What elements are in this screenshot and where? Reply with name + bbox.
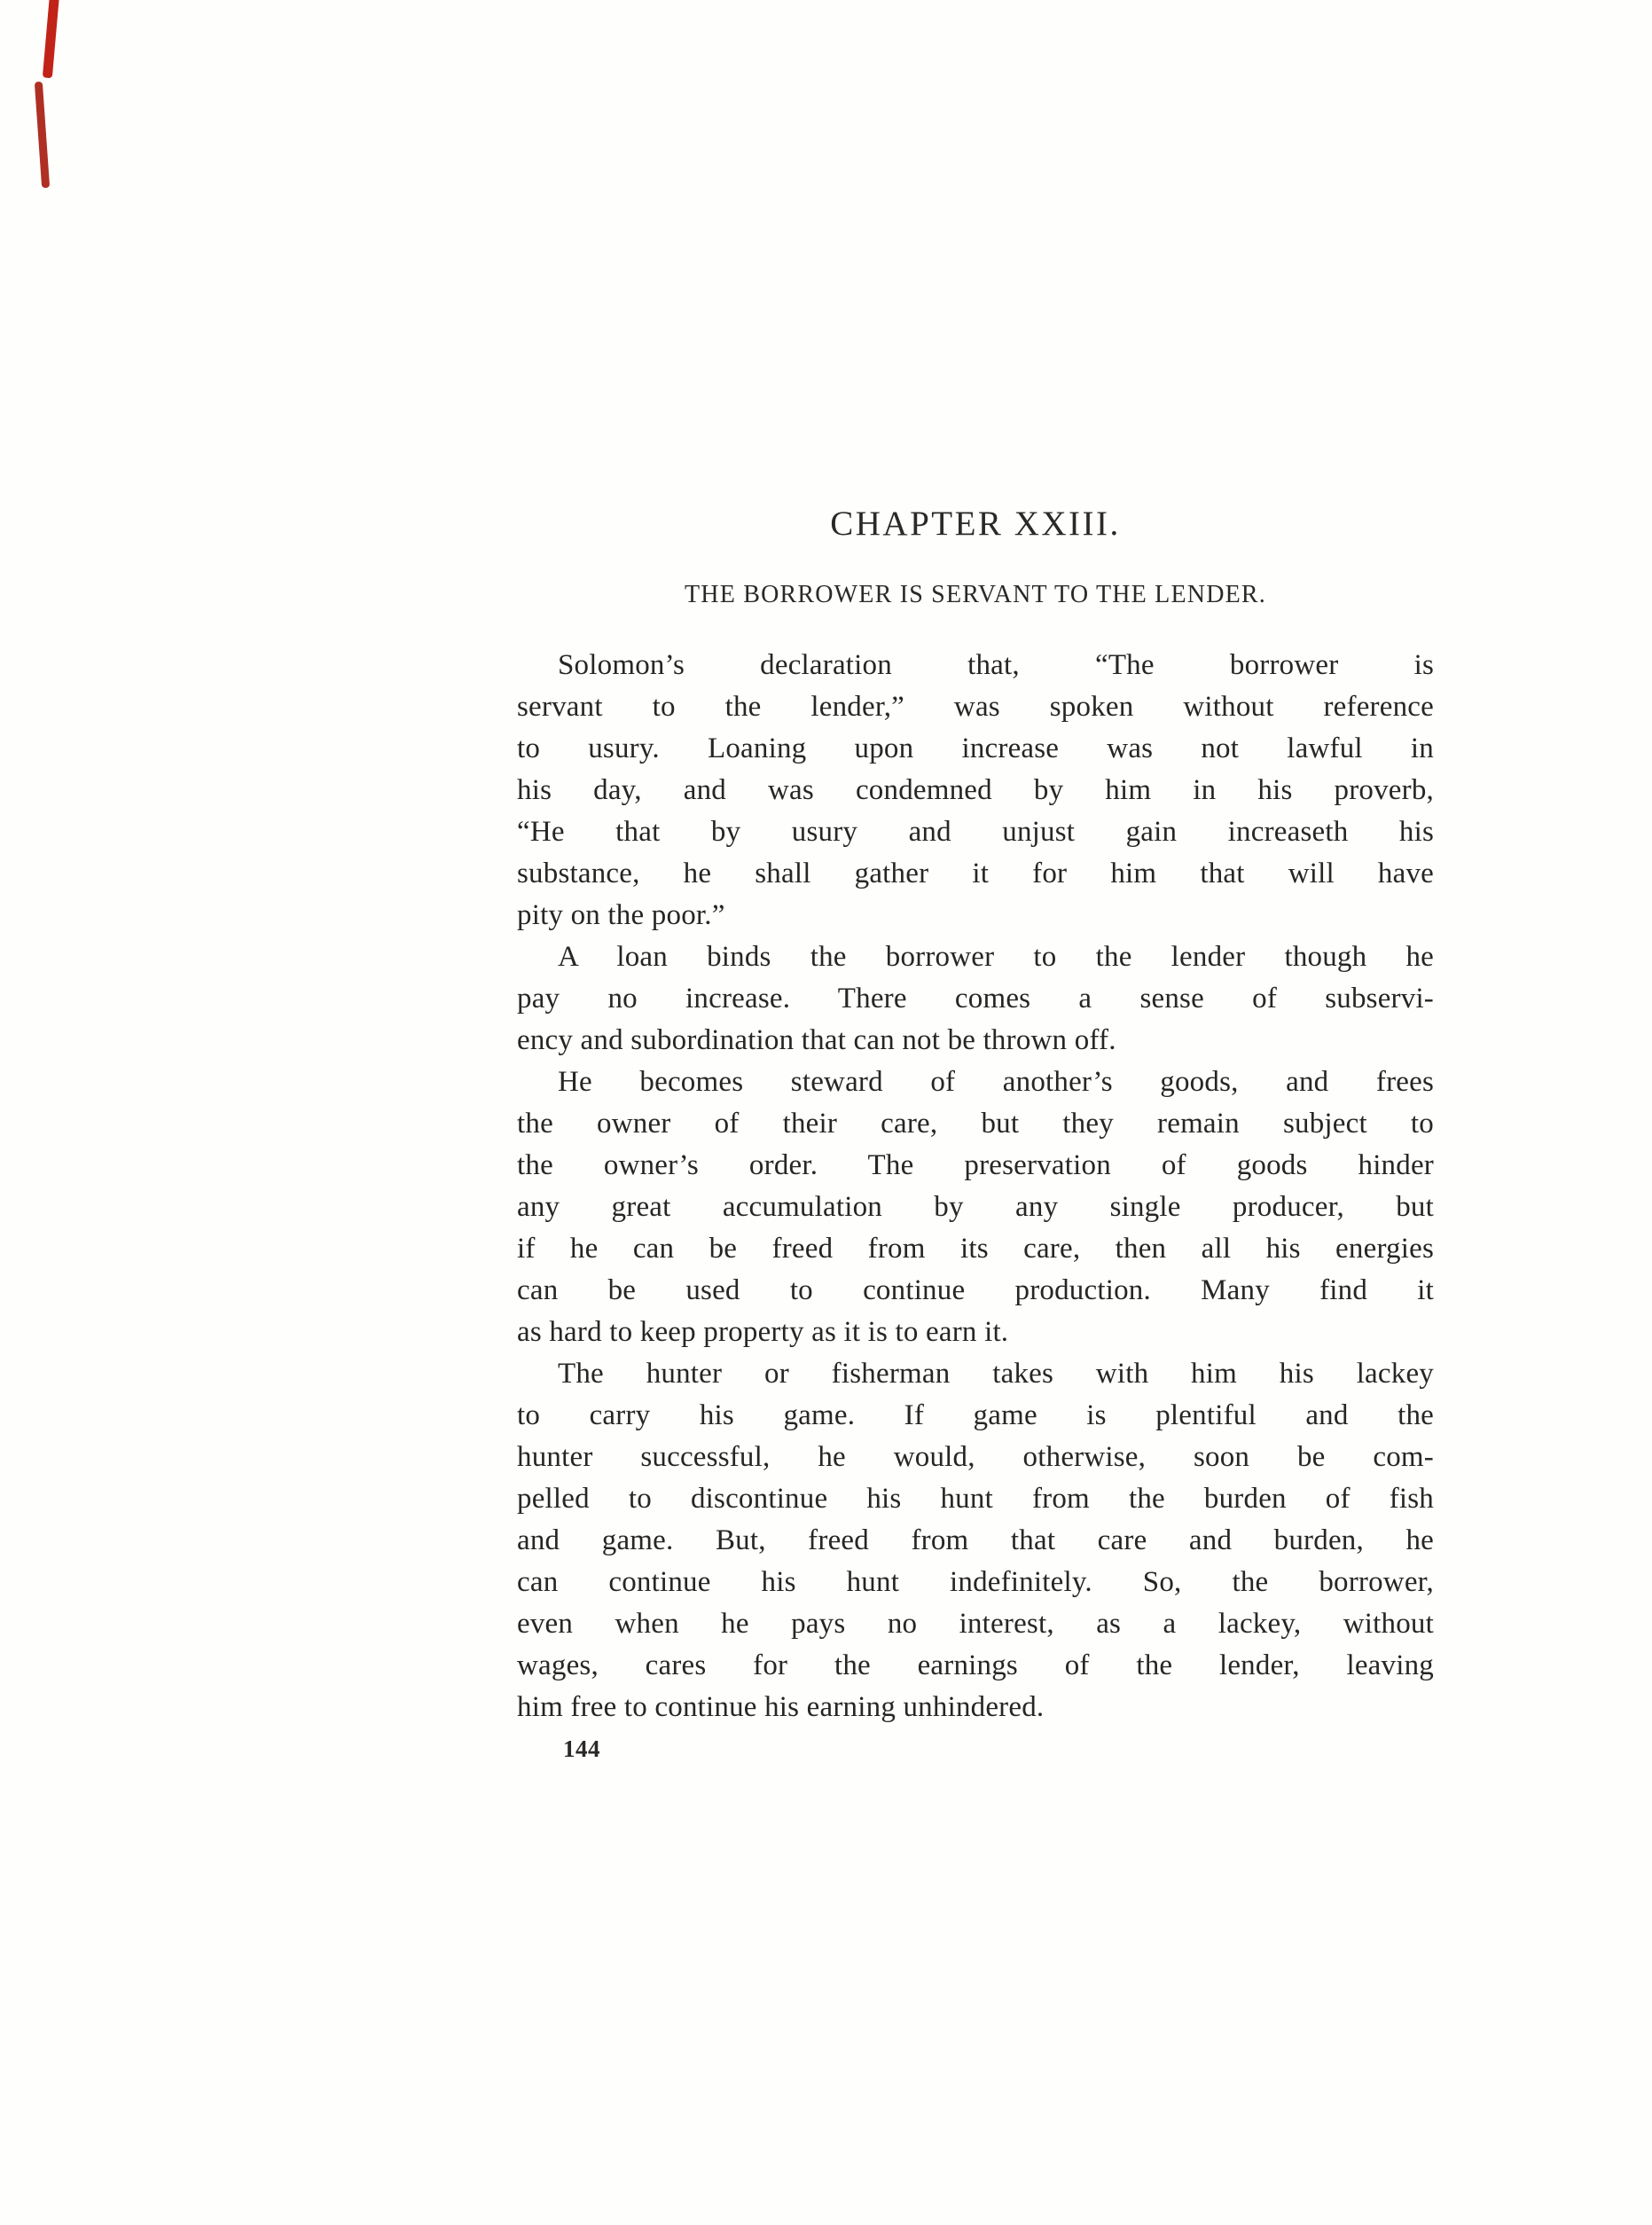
text-line: Solomon’s declaration that, “The borrower is xyxy=(558,649,1434,681)
text-line: hunter successful, he would, otherwise, soon be com- xyxy=(517,1441,1434,1473)
text-line: ency and subordination that can not be thrown off. xyxy=(517,1024,1116,1056)
text-line: pity on the poor.” xyxy=(517,899,725,931)
page-number: 144 xyxy=(563,1735,600,1762)
text-block xyxy=(517,504,1434,1763)
text-line: substance, he shall gather it for him that will have xyxy=(517,858,1434,889)
text-line: to usury. Loaning upon increase was not lawful in xyxy=(517,733,1434,764)
chapter-subtitle: THE BORROWER IS SERVANT TO THE LENDER. xyxy=(684,581,1267,608)
chapter-heading: CHAPTER XXIII. xyxy=(830,505,1121,543)
text-line: the owner’s order. The preservation of goods hinder xyxy=(517,1149,1434,1181)
text-line: “He that by usury and unjust gain increaseth his xyxy=(517,816,1434,848)
text-line: and game. But, freed from that care and burden, he xyxy=(517,1524,1434,1556)
text-line: servant to the lender,” was spoken without reference xyxy=(517,691,1434,723)
text-line: him free to continue his earning unhindered. xyxy=(517,1691,1045,1723)
text-line: even when he pays no interest, as a lackey, without xyxy=(517,1608,1434,1640)
text-line: as hard to keep property as it is to earn it. xyxy=(517,1316,1009,1348)
text-line: The hunter or fisherman takes with him his lackey xyxy=(558,1358,1434,1390)
text-line: He becomes steward of another’s goods, and frees xyxy=(558,1066,1434,1098)
text-line: can continue his hunt indefinitely. So, the borrower, xyxy=(517,1566,1434,1598)
body-text xyxy=(517,645,1434,1728)
text-line: to carry his game. If game is plentiful and the xyxy=(517,1399,1434,1431)
red-pen-mark-bottom xyxy=(35,82,50,188)
text-line: pay no increase. There comes a sense of subservi- xyxy=(517,983,1434,1015)
text-line: if he can be freed from its care, then all his energies xyxy=(517,1233,1434,1265)
text-line: his day, and was condemned by him in his proverb, xyxy=(517,774,1434,806)
text-line: wages, cares for the earnings of the lender, leaving xyxy=(517,1649,1434,1681)
text-line: can be used to continue production. Many find it xyxy=(517,1274,1434,1306)
red-pen-mark-top xyxy=(43,0,59,78)
text-line: the owner of their care, but they remain subject to xyxy=(517,1108,1434,1140)
text-line: A loan binds the borrower to the lender though he xyxy=(558,941,1434,973)
text-line: pelled to discontinue his hunt from the burden of fish xyxy=(517,1483,1434,1515)
text-line: any great accumulation by any single producer, but xyxy=(517,1191,1434,1223)
